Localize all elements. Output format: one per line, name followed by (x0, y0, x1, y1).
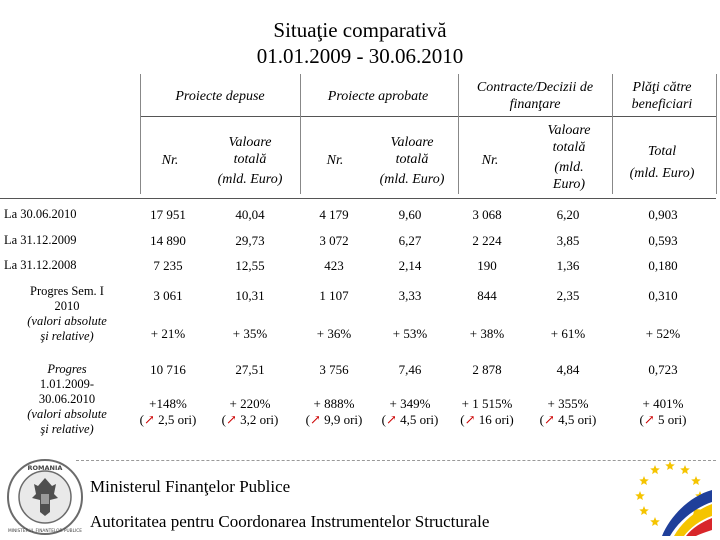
table-cell: 423 (324, 258, 344, 273)
table-cell: 3 072 (319, 233, 349, 248)
progres-sem-relative-cell: + 53% (392, 326, 428, 341)
subheader-nr-contracte: Nr. (481, 153, 499, 168)
progres-total-multiple-cell: (↗ 4,5 ori) (381, 412, 439, 427)
table-cell: 2,14 (398, 258, 422, 273)
progres-total-absolute-cell: 3 756 (319, 362, 349, 377)
subheader-total-plati (612, 143, 712, 182)
progres-sem-absolute-cell: 844 (477, 288, 497, 303)
eu-star-icon (650, 465, 660, 474)
label-progres-total-line4: (valori absolute (27, 407, 107, 421)
progres-total-relative-cell: + 220% (229, 396, 271, 411)
progres-sem-absolute-cell: 10,31 (235, 288, 265, 303)
progres-sem-absolute-cell: 2,35 (556, 288, 580, 303)
eu-star-icon (650, 517, 660, 526)
increase-arrow-icon: ↗ (643, 412, 655, 427)
subheader-nr-aprobate: Nr. (326, 153, 344, 168)
progres-total-multiple-cell: (↗ 4,5 ori) (539, 412, 597, 427)
header-plati-line1: Plăţi către (632, 80, 692, 95)
progres-sem-relative-cell: + 52% (645, 326, 681, 341)
increase-arrow-icon: ↗ (464, 412, 476, 427)
subheader-valoare-depuse (200, 134, 300, 188)
table-cell: 0,903 (648, 207, 678, 222)
progres-total-absolute-cell: 0,723 (648, 362, 678, 377)
header-proiecte-aprobate: Proiecte aprobate (327, 89, 429, 104)
table-cell: 6,20 (556, 207, 580, 222)
progres-total-absolute-cell: 27,51 (235, 362, 265, 377)
footer-divider (76, 460, 716, 461)
subheader-nr-depuse: Nr. (161, 153, 179, 168)
eu-star-icon (691, 476, 701, 485)
header-contracte (455, 79, 615, 113)
table-cell: 1,36 (556, 258, 580, 273)
label-progres-sem-line2: 2010 (54, 299, 80, 313)
label-progres-total-line3: 30.06.2010 (38, 392, 96, 406)
subheader-total-label: Total (647, 144, 677, 159)
table-cell: 14 890 (150, 233, 186, 248)
subheader-valoare-line2: totală (395, 152, 429, 167)
header-proiecte-depuse: Proiecte depuse (175, 89, 265, 104)
progres-sem-absolute-cell: 3,33 (398, 288, 422, 303)
progres-total-multiple-cell: (↗ 5 ori) (639, 412, 687, 427)
increase-arrow-icon: ↗ (143, 412, 155, 427)
progres-sem-relative-cell: + 21% (150, 326, 186, 341)
ministry-logo (6, 458, 84, 536)
progres-total-relative-cell: +148% (149, 396, 187, 411)
table-cell: 3,85 (556, 233, 580, 248)
multiple-value: 4,5 ori (558, 412, 593, 427)
subheader-valoare-line3: (mld. Euro) (217, 172, 283, 187)
table-cell: 2 224 (472, 233, 502, 248)
progres-total-relative-cell: + 1 515% (461, 396, 513, 411)
footer-ministry: Ministerul Finanţelor Publice (90, 477, 291, 496)
label-progres-total-line2: 1.01.2009- (39, 377, 95, 391)
table-cell: 4 179 (319, 207, 349, 222)
multiple-value: 5 ori (657, 412, 683, 427)
multiple-value: 16 ori (478, 412, 510, 427)
progres-sem-relative-cell: + 38% (469, 326, 505, 341)
eu-stars-emblem (630, 456, 714, 538)
logo-text-top: ROMANIA (27, 464, 63, 472)
progres-sem-relative-cell: + 36% (316, 326, 352, 341)
subheader-total-unit: (mld. Euro) (629, 166, 695, 181)
subheader-valoare-line4: Euro) (552, 177, 586, 192)
progres-sem-absolute-cell: 3 061 (153, 288, 183, 303)
increase-arrow-icon: ↗ (543, 412, 555, 427)
subheader-valoare-aprobate (362, 134, 462, 188)
table-cell: 7 235 (153, 258, 183, 273)
page-subtitle-period: 01.01.2009 - 30.06.2010 (256, 44, 464, 68)
progres-total-absolute-cell: 10 716 (150, 362, 186, 377)
progres-total-multiple-cell: (↗ 3,2 ori) (221, 412, 279, 427)
label-progres-total (0, 362, 134, 437)
multiple-value: 2,5 ori (158, 412, 193, 427)
progres-total-relative-cell: + 349% (389, 396, 431, 411)
row-label: La 31.12.2009 (4, 233, 77, 247)
header-contracte-line1: Contracte/Decizii de (476, 80, 594, 95)
table-cell: 40,04 (235, 207, 265, 222)
multiple-value: 4,5 ori (400, 412, 435, 427)
eu-star-icon (635, 491, 645, 500)
progres-total-relative-cell: + 401% (642, 396, 684, 411)
progres-total-absolute-cell: 7,46 (398, 362, 422, 377)
progres-sem-relative-cell: + 61% (550, 326, 586, 341)
table-cell: 0,180 (648, 258, 678, 273)
subheader-valoare-line3: (mld. Euro) (379, 172, 445, 187)
subheader-valoare-line2: totală (233, 152, 267, 167)
label-progres-sem (0, 284, 134, 344)
subheader-valoare-line1: Valoare (547, 123, 591, 138)
table-cell: 9,60 (398, 207, 422, 222)
row-label: La 30.06.2010 (4, 207, 77, 221)
multiple-value: 9,9 ori (324, 412, 359, 427)
label-progres-sem-line4: şi relative) (40, 329, 94, 343)
subheader-valoare-line1: Valoare (228, 135, 272, 150)
eu-star-icon (639, 476, 649, 485)
progres-total-relative-cell: + 355% (547, 396, 589, 411)
increase-arrow-icon: ↗ (385, 412, 397, 427)
multiple-value: 3,2 ori (240, 412, 275, 427)
progres-total-absolute-cell: 2 878 (472, 362, 502, 377)
label-progres-sem-line3: (valori absolute (27, 314, 107, 328)
table-cell: 17 951 (150, 207, 186, 222)
header-plati-line2: beneficiari (631, 97, 693, 112)
subheader-valoare-contracte (526, 122, 612, 193)
label-progres-sem-line1: Progres Sem. I (30, 284, 104, 298)
eu-star-icon (665, 461, 675, 470)
increase-arrow-icon: ↗ (309, 412, 321, 427)
page-title: Situaţie comparativă (273, 18, 447, 42)
label-progres-total-line5: şi relative) (40, 422, 94, 436)
increase-arrow-icon: ↗ (225, 412, 237, 427)
progres-total-absolute-cell: 4,84 (556, 362, 580, 377)
header-plati (612, 79, 712, 113)
label-progres-total-line1: Progres (47, 362, 87, 376)
table-cell: 12,55 (235, 258, 265, 273)
progres-total-relative-cell: + 888% (313, 396, 355, 411)
progres-sem-absolute-cell: 0,310 (648, 288, 678, 303)
table-cell: 0,593 (648, 233, 678, 248)
subheader-valoare-line2: totală (552, 140, 586, 155)
footer-authority: Autoritatea pentru Coordonarea Instrumentelor Structurale (90, 512, 490, 531)
subheader-valoare-line3: (mld. (554, 160, 584, 175)
table-cell: 3 068 (472, 207, 502, 222)
table-cell: 29,73 (235, 233, 265, 248)
subheader-valoare-line1: Valoare (390, 135, 434, 150)
eu-star-icon (680, 465, 690, 474)
logo-text-bottom: MINISTERUL FINANTELOR PUBLICE (8, 529, 82, 534)
progres-total-multiple-cell: (↗ 16 ori) (460, 412, 514, 427)
table-cell: 190 (477, 258, 497, 273)
table-cell: 6,27 (398, 233, 422, 248)
progres-sem-absolute-cell: 1 107 (319, 288, 349, 303)
header-contracte-line2: finanţare (509, 97, 561, 112)
progres-total-multiple-cell: (↗ 2,5 ori) (139, 412, 197, 427)
row-label: La 31.12.2008 (4, 258, 77, 272)
eu-star-icon (639, 506, 649, 515)
progres-total-multiple-cell: (↗ 9,9 ori) (305, 412, 363, 427)
progres-sem-relative-cell: + 35% (232, 326, 268, 341)
